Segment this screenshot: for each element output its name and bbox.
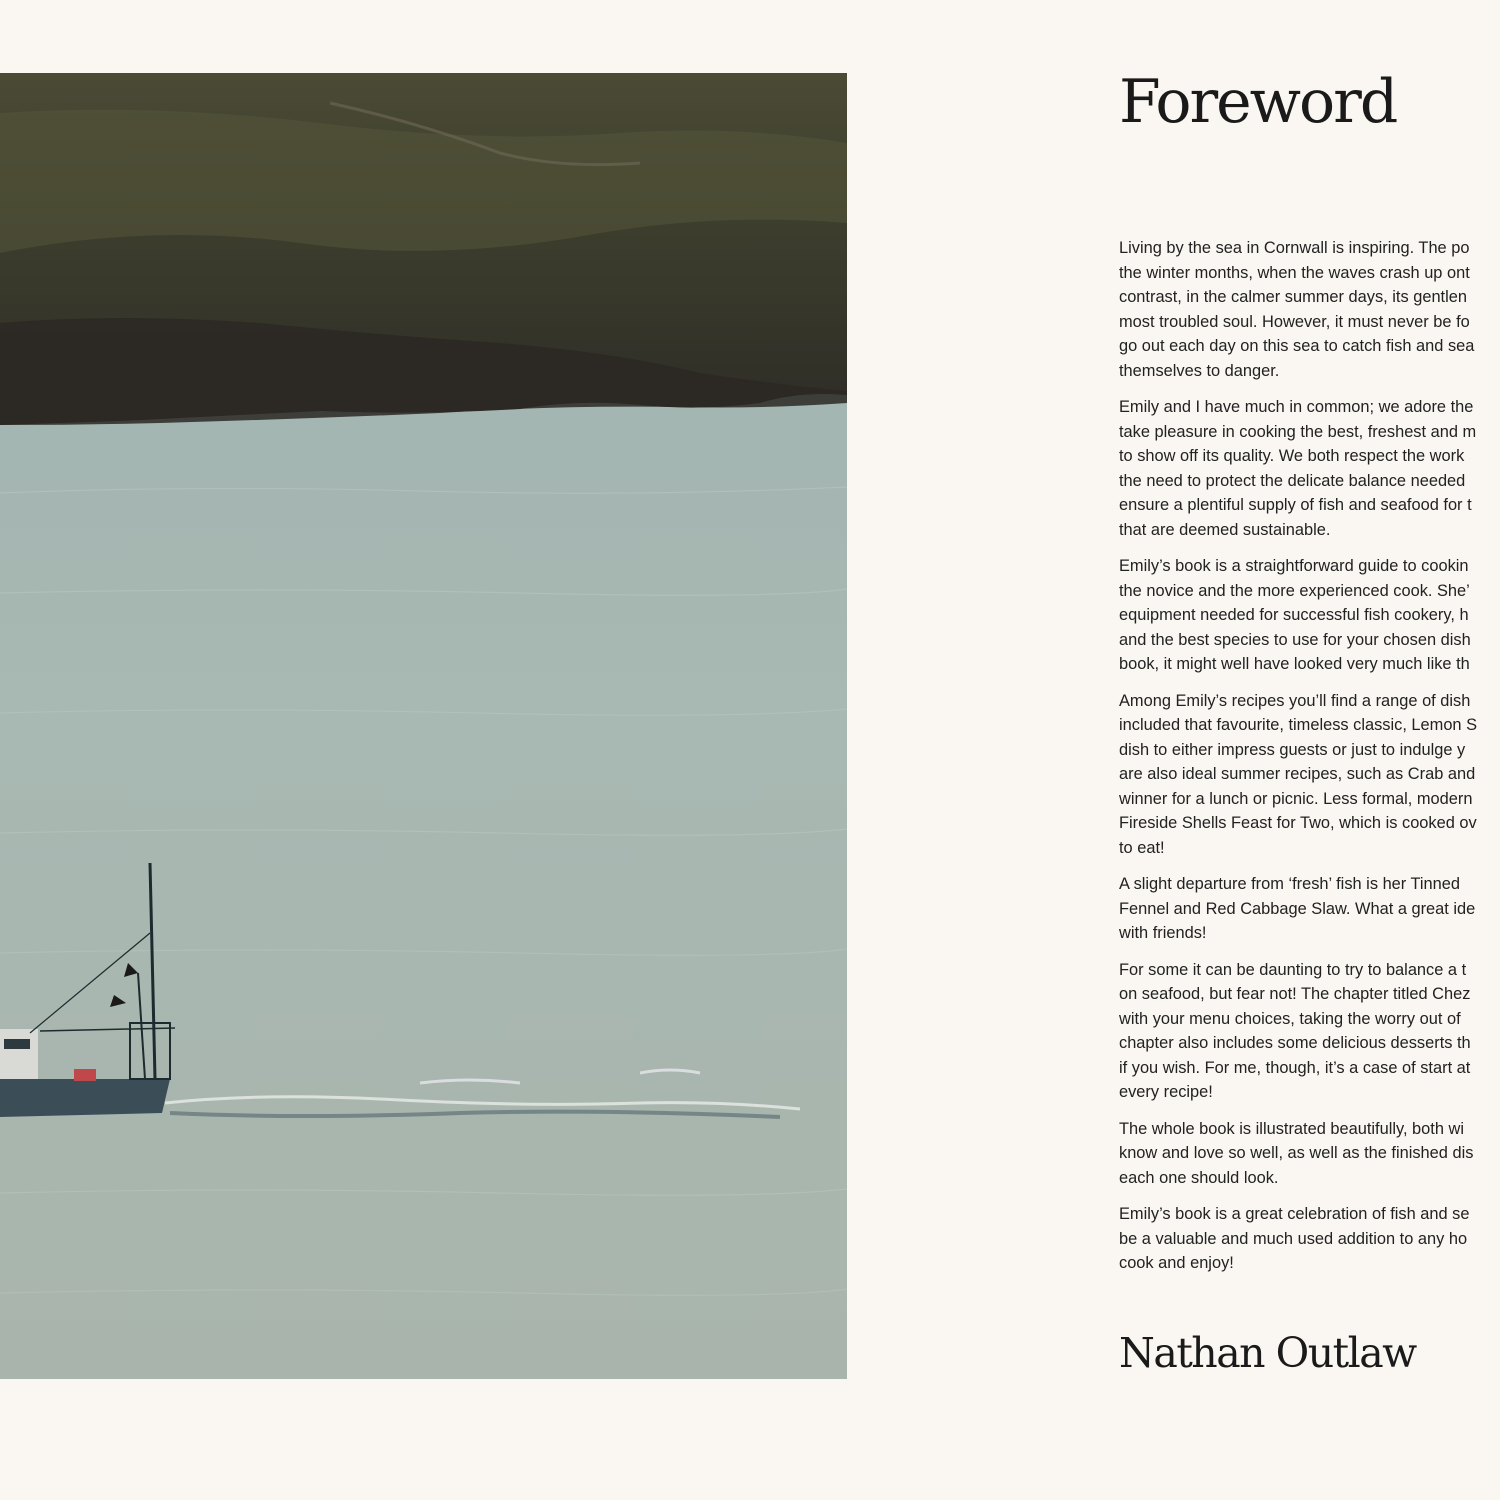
text-line: A slight departure from ‘fresh’ fish is her Tinned [1119,875,1461,893]
text-line: winner for a lunch or picnic. Less formal, modern [1119,789,1473,808]
text-line: Fireside Shells Feast for Two, which is cooked ov [1119,814,1477,832]
paragraph [1119,1202,1500,1276]
text-line: be a valuable and much used addition to any ho [1119,1229,1468,1248]
text-line: Emily and I have much in common; we adore the [1119,398,1474,416]
text-line: with your menu choices, taking the worry out of [1119,1009,1461,1028]
text-line: dish to either impress guests or just to indulge y [1119,740,1466,759]
photo-fishing-boat-at-sea [0,73,847,1379]
text-line: to show off its quality. We both respect the work [1119,447,1465,465]
text-line: Among Emily’s recipes you’ll find a range of dish [1119,691,1471,710]
paragraph [1119,689,1500,861]
text-line: ensure a plentiful supply of fish and seafood for t [1119,496,1472,514]
text-line: the winter months, when the waves crash up ont [1119,263,1470,282]
text-line: themselves to danger. [1119,361,1280,380]
page-title: Foreword [1119,67,1397,137]
text-line: equipment needed for successful fish cookery, h [1119,606,1469,624]
text-line: go out each day on this sea to catch fish and sea [1119,337,1475,355]
text-line: with friends! [1119,924,1207,942]
text-line: every recipe! [1119,1083,1213,1101]
text-line: and the best species to use for your chosen dish [1119,630,1471,649]
text-line: to eat! [1119,838,1165,857]
text-line: Fennel and Red Cabbage Slaw. What a great ide [1119,899,1476,918]
paragraph [1119,1117,1500,1191]
text-line: Emily’s book is a straightforward guide to cookin [1119,557,1469,575]
paragraph [1119,236,1500,383]
text-line: book, it might well have looked very much like th [1119,655,1470,673]
text-line: Emily’s book is a great celebration of fish and se [1119,1205,1470,1223]
text-line: cook and enjoy! [1119,1254,1234,1272]
text-line: contrast, in the calmer summer days, its gentlen [1119,288,1467,306]
text-line: chapter also includes some delicious desserts th [1119,1034,1471,1052]
paragraph [1119,554,1500,677]
text-line: most troubled soul. However, it must never be fo [1119,312,1470,331]
text-line: know and love so well, as well as the finished dis [1119,1144,1474,1162]
paragraph [1119,872,1500,946]
author-signature: Nathan Outlaw [1119,1329,1416,1377]
text-line: the novice and the more experienced cook. She’ [1119,581,1470,600]
photo-illustration [0,73,847,1379]
text-line: take pleasure in cooking the best, freshest and m [1119,422,1477,441]
text-line: the need to protect the delicate balance needed [1119,471,1466,490]
text-line: are also ideal summer recipes, such as Crab and [1119,765,1476,783]
text-line: that are deemed sustainable. [1119,520,1331,539]
text-line: included that favourite, timeless classic, Lemon S [1119,716,1478,734]
text-line: Living by the sea in Cornwall is inspiring. The po [1119,239,1470,257]
text-line: For some it can be daunting to try to balance a t [1119,960,1467,979]
text-line: if you wish. For me, though, it’s a case of start at [1119,1058,1471,1077]
paragraph [1119,395,1500,542]
text-line: The whole book is illustrated beautifully, both wi [1119,1119,1464,1138]
text-line: on seafood, but fear not! The chapter titled Chez [1119,985,1471,1003]
foreword-body [1119,236,1500,1288]
text-line: each one should look. [1119,1168,1279,1187]
foreword-text-column [1119,0,1500,1500]
paragraph [1119,958,1500,1105]
